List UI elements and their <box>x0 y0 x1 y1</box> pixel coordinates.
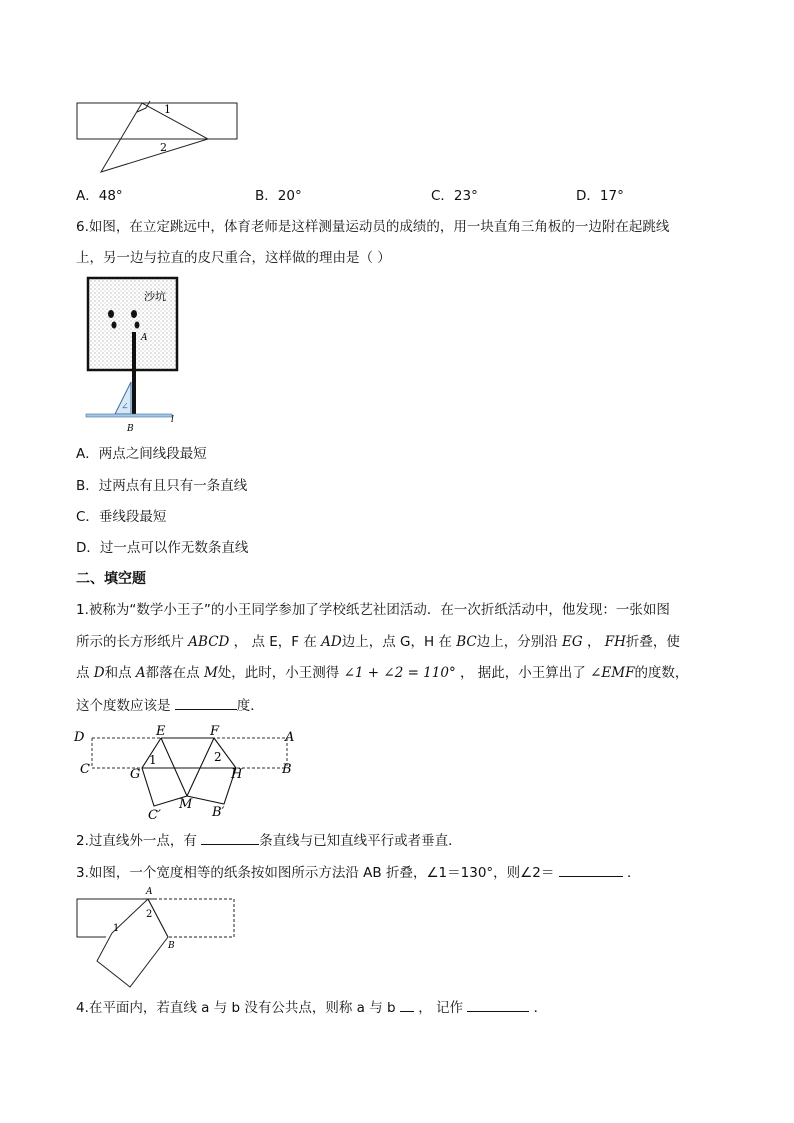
svg-text:F: F <box>210 724 220 739</box>
fold-strip-figure <box>74 96 244 176</box>
svg-text:E: E <box>156 724 166 739</box>
svg-text:B: B <box>282 762 292 777</box>
question-6-line-1: 6.如图，在立定跳远中，体育老师是这样测量运动员的成绩的，用一块直角三角板的一边附在起跳线 <box>76 219 670 235</box>
svg-text:A: A <box>146 887 153 897</box>
svg-text:M: M <box>179 797 193 812</box>
answer-blank[interactable] <box>467 998 529 1012</box>
folded-part <box>97 899 168 987</box>
set-square-angle: ∠ <box>121 402 129 412</box>
fill-1-line-3: 点 D和点 A都落在点 M处，此时，小王测得 ∠1 + ∠2 = 110° ， 据此，小王算出了 ∠EMF的度数， <box>76 665 689 681</box>
fill-3: 3.如图，一个宽度相等的纸条按如图所示方法沿 AB 折叠，∠1＝130°，则∠2＝ ． <box>76 865 641 881</box>
svg-text:C: C <box>80 762 90 777</box>
option-b: B．20° <box>255 188 302 204</box>
angle-label-2: 2 <box>160 141 167 154</box>
option-c: C．23° <box>431 188 478 204</box>
left-fold <box>142 738 187 806</box>
svg-text:2: 2 <box>214 750 222 764</box>
line-l-label: l <box>171 415 174 425</box>
svg-text:G: G <box>130 767 141 782</box>
question-6-line-2: 上，另一边与拉直的皮尺重合，这样做的理由是（ ） <box>76 250 391 266</box>
paper-strip <box>77 103 237 139</box>
fill-2: 2.过直线外一点，有 条直线与已知直线平行或者垂直． <box>76 833 462 849</box>
section-title: 二、填空题 <box>76 571 146 587</box>
fill-1-line-1: 1.被称为“数学小王子”的小王同学参加了学校纸艺社团活动．在一次折纸活动中，他发现：一张如图 <box>76 602 670 618</box>
fill-1-line-4: 这个度数应该是 度． <box>76 698 264 714</box>
answer-blank[interactable] <box>559 863 623 877</box>
answer-blank[interactable] <box>175 696 237 710</box>
option-a: A．两点之间线段最短 <box>76 446 207 462</box>
triangle-ruler <box>101 103 208 172</box>
option-c: C．垂线段最短 <box>76 509 167 525</box>
take-off-line <box>86 414 172 417</box>
option-a: A．48° <box>76 188 123 204</box>
svg-text:1: 1 <box>113 923 120 934</box>
point-b-label: B <box>127 424 134 434</box>
fill-4: 4.在平面内，若直线 a 与 b 没有公共点，则称 a 与 b ， 记作 ． <box>76 1000 548 1016</box>
svg-text:D: D <box>74 730 85 745</box>
right-fold <box>187 738 236 804</box>
fill-1-line-2: 所示的长方形纸片 ABCD ， 点 E，F 在 AD边上，点 G，H 在 BC边上，分别沿 EG ， FH折叠，使 <box>76 634 680 650</box>
answer-blank[interactable] <box>201 831 259 845</box>
svg-text:B′: B′ <box>212 805 225 820</box>
option-d: D．过一点可以作无数条直线 <box>76 540 249 556</box>
svg-text:A: A <box>285 730 295 745</box>
long-jump-figure <box>82 272 192 434</box>
sand-pit-label: 沙坑 <box>144 290 166 303</box>
svg-text:B: B <box>168 941 175 951</box>
option-d: D．17° <box>576 188 624 204</box>
strip-fold-figure <box>72 884 242 994</box>
svg-text:1: 1 <box>149 753 157 767</box>
option-b: B．过两点有且只有一条直线 <box>76 478 248 494</box>
angle-label-1: 1 <box>164 103 171 116</box>
answer-blank[interactable] <box>400 998 414 1012</box>
svg-text:C′: C′ <box>148 808 161 823</box>
svg-text:H: H <box>231 767 243 782</box>
paper-fold-figure <box>72 722 302 828</box>
point-a-label: A <box>141 333 148 343</box>
svg-text:2: 2 <box>146 909 153 920</box>
